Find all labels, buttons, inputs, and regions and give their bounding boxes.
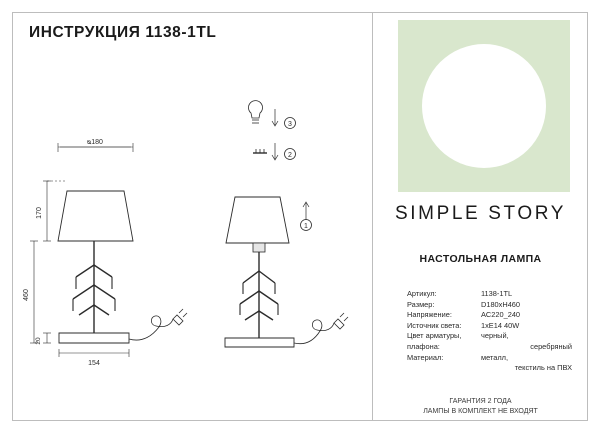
spec-row (407, 289, 572, 300)
spec-row (407, 321, 572, 332)
spec-value-line1: металл, (481, 352, 509, 362)
spec-label: Цвет арматуры, плафона: (407, 331, 462, 351)
warranty-note (373, 397, 588, 417)
spec-row (407, 353, 572, 374)
spec-value-line2: серебряный (530, 341, 572, 351)
step-1-label: 1 (304, 223, 308, 230)
spec-value-line1: черный, (481, 331, 509, 341)
logo-circle-shape (422, 44, 546, 168)
page-title: ИНСТРУКЦИЯ 1138-1TL (29, 24, 217, 41)
product-info-panel (373, 13, 588, 420)
step-2-label: 2 (288, 152, 292, 159)
spec-label: Источник света: (407, 320, 462, 330)
spec-row (407, 300, 572, 311)
product-type: НАСТОЛЬНАЯ ЛАМПА (419, 253, 542, 265)
logo-image (398, 20, 570, 192)
dim-shade-height-label: 170 (36, 207, 43, 219)
spec-table (407, 289, 572, 374)
spec-value: AC220_240 (481, 310, 521, 320)
dim-base-height-label: 20 (35, 337, 42, 345)
spec-value: 1138-1TL (481, 289, 513, 298)
spec-row (407, 310, 572, 321)
dim-base-width-label: 154 (88, 360, 100, 367)
spec-value-line2: текстиль на ПВХ (514, 363, 572, 373)
step-3-label: 3 (288, 121, 292, 128)
warranty-line-1: ГАРАНТИЯ 2 ГОДА (449, 398, 512, 405)
spec-value (481, 331, 572, 352)
spec-label: Артикул: (407, 289, 437, 298)
spec-value: D180xH460 (481, 299, 521, 309)
spec-label: Материал: (407, 352, 444, 362)
spec-value: 1xE14 40W (481, 320, 520, 330)
warranty-line-2: ЛАМПЫ В КОМПЛЕКТ НЕ ВХОДЯТ (423, 408, 538, 415)
spec-value (481, 353, 572, 374)
dim-total-height-label: 460 (23, 289, 30, 301)
spec-label: Размер: (407, 299, 435, 309)
dim-diameter-label: ᴓ180 (87, 139, 103, 146)
brand-name: SIMPLE STORY (395, 203, 566, 224)
technical-drawing (13, 13, 371, 419)
spec-row (407, 331, 572, 352)
spec-label: Напряжение: (407, 310, 452, 320)
